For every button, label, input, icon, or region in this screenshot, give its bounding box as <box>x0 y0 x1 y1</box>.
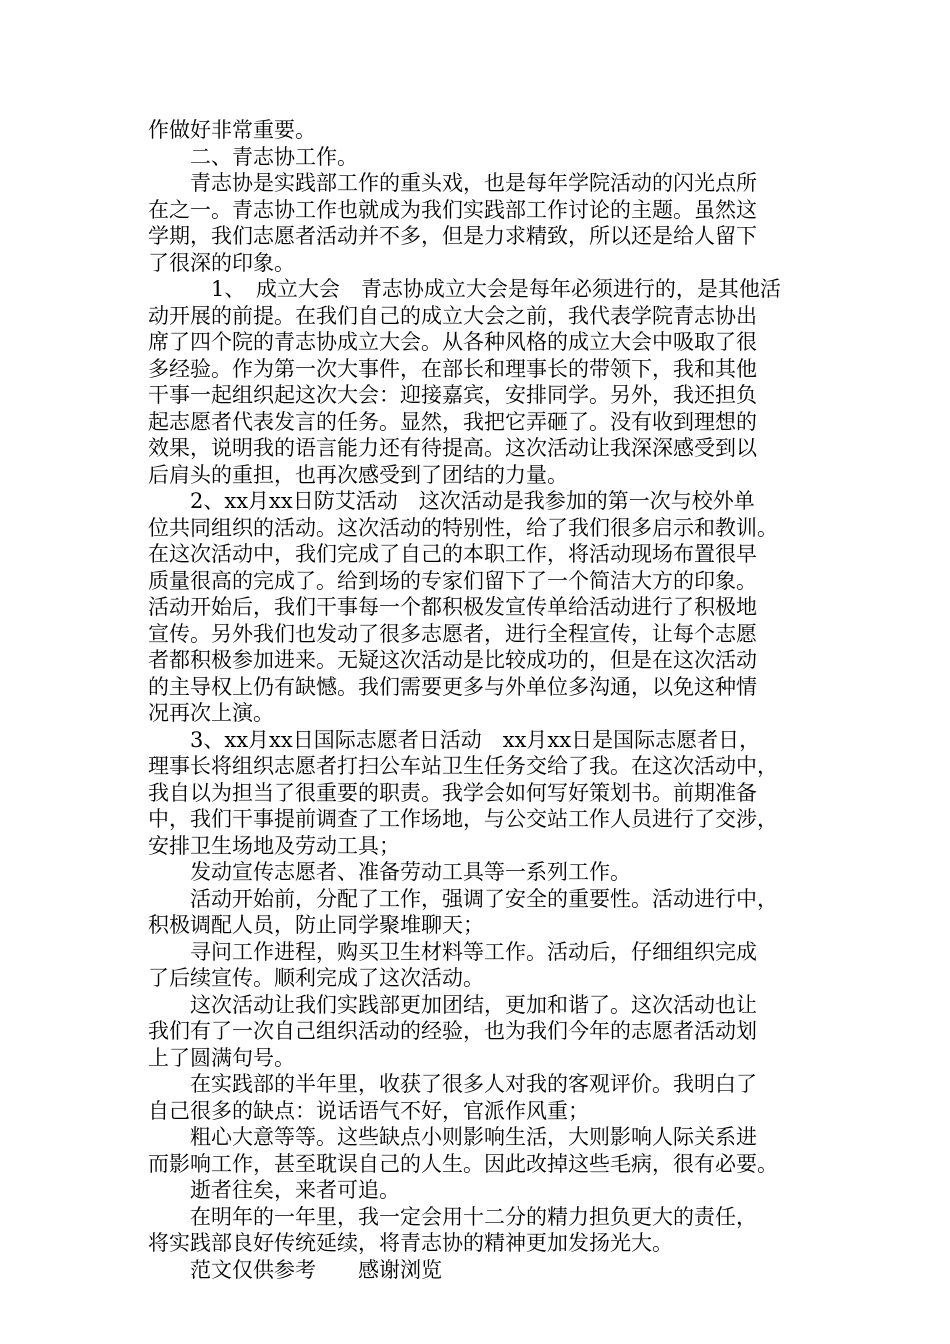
text-line: 者都积极参加进来。无疑这次活动是比较成功的，但是在这次活动 <box>148 648 757 672</box>
text-line: 理事长将组织志愿者打扫公车站卫生任务交给了我。在这次活动中， <box>148 754 778 778</box>
text-line: 这次活动让我们实践部更加团结，更加和谐了。这次活动也让 <box>148 992 757 1017</box>
text-line: 席了四个院的青志协成立大会。从各种风格的成立大会中吸取了很 <box>148 330 757 354</box>
text-line: 中，我们干事提前调查了工作场地，与公交站工作人员进行了交涉， <box>148 807 778 831</box>
text-line: 了很深的印象。 <box>148 250 295 275</box>
text-line: 寻问工作进程，购买卫生材料等工作。活动后，仔细组织完成 <box>148 939 757 964</box>
section-heading: 二、青志协工作。 <box>148 144 358 169</box>
text-line: 在实践部的半年里，收获了很多人对我的客观评价。我明白了 <box>148 1072 757 1096</box>
text-line: 后肩头的重担，也再次感受到了团结的力量。 <box>148 462 568 487</box>
text-line: 学期，我们志愿者活动并不多，但是力求精致，所以还是给人留下 <box>148 224 757 248</box>
text-line: 自己很多的缺点：说话语气不好，官派作风重； <box>148 1098 589 1123</box>
text-line: 干事一起组织起这次大会：迎接嘉宾，安排同学。另外，我还担负 <box>148 383 757 407</box>
text-line: 况再次上演。 <box>148 701 274 725</box>
text-line: 将实践部良好传统延续，将青志协的精神更加发扬光大。 <box>148 1231 673 1255</box>
text-line: 了后续宣传。顺利完成了这次活动。 <box>148 966 484 990</box>
text-line: 发动宣传志愿者、准备劳动工具等一系列工作。 <box>148 860 631 884</box>
text-line: 在之一。青志协工作也就成为我们实践部工作讨论的主题。虽然这 <box>148 197 757 222</box>
text-line: 上了圆满句号。 <box>148 1045 295 1070</box>
text-line: 多经验。作为第一次大事件，在部长和理事长的带领下，我和其他 <box>148 356 757 381</box>
text-line: 在明年的一年里，我一定会用十二分的精力担负更大的责任， <box>148 1204 757 1229</box>
text-line: 青志协是实践部工作的重头戏，也是每年学院活动的闪光点所 <box>148 171 757 195</box>
document-body <box>148 117 834 1283</box>
text-line: 位共同组织的活动。这次活动的特别性，给了我们很多启示和教训。 <box>148 515 778 540</box>
text-line: 活动开始后，我们干事每一个都积极发宣传单给活动进行了积极地 <box>148 595 757 619</box>
text-line: 宣传。另外我们也发动了很多志愿者，进行全程宣传，让每个志愿 <box>148 621 757 646</box>
text-line: 我们有了一次自己组织活动的经验，也为我们今年的志愿者活动划 <box>148 1019 757 1043</box>
text-line: 而影响工作，甚至耽误自己的人生。因此改掉这些毛病，很有必要。 <box>148 1151 778 1176</box>
text-line: 2、xx月xx日防艾活动 这次活动是我参加的第一次与校外单 <box>148 489 755 513</box>
text-line: 效果，说明我的语言能力还有待提高。这次活动让我深深感受到以 <box>148 436 757 460</box>
text-line: 作做好非常重要。 <box>148 118 316 142</box>
text-line: 动开展的前提。在我们自己的成立大会之前，我代表学院青志协出 <box>148 303 757 328</box>
closing-note: 范文仅供参考 感谢浏览 <box>148 1257 442 1282</box>
text-line: 粗心大意等等。这些缺点小则影响生活，大则影响人际关系进 <box>148 1125 757 1149</box>
text-line: 在这次活动中，我们完成了自己的本职工作，将活动现场布置很早 <box>148 542 757 566</box>
text-line: 3、xx月xx日国际志愿者日活动 xx月xx日是国际志愿者日， <box>148 727 761 752</box>
text-line: 积极调配人员，防止同学聚堆聊天； <box>148 913 484 937</box>
text-line: 1、 成立大会 青志协成立大会是每年必须进行的，是其他活 <box>148 277 781 301</box>
text-line: 活动开始前，分配了工作，强调了安全的重要性。活动进行中， <box>148 886 778 911</box>
text-line: 起志愿者代表发言的任务。显然，我把它弄砸了。没有收到理想的 <box>148 409 757 434</box>
text-line: 我自以为担当了很重要的职责。我学会如何写好策划书。前期准备 <box>148 780 757 805</box>
text-line: 逝者往矣，来者可追。 <box>148 1178 400 1202</box>
text-line: 质量很高的完成了。给到场的专家们留下了一个简洁大方的印象。 <box>148 568 757 593</box>
text-line: 安排卫生场地及劳动工具； <box>148 833 400 858</box>
text-line: 的主导权上仍有缺憾。我们需要更多与外单位多沟通，以免这种情 <box>148 674 757 699</box>
